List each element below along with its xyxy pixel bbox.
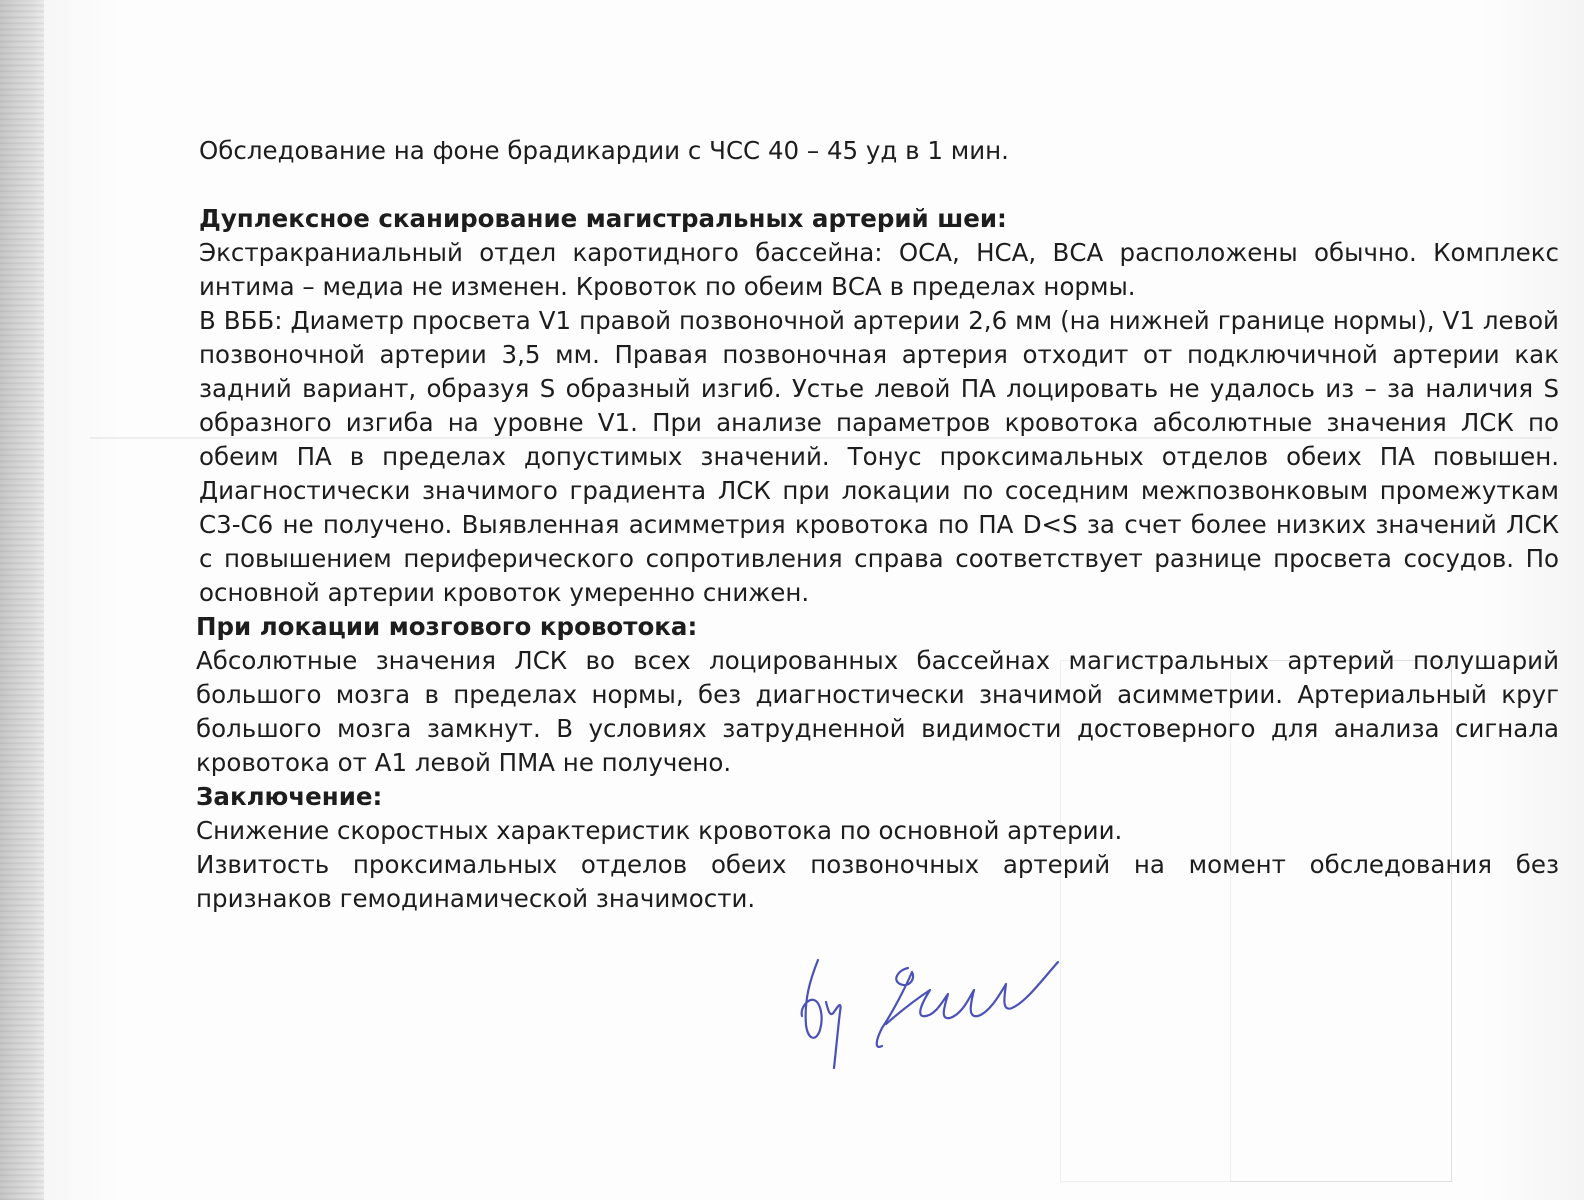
signature-stroke-1: [802, 960, 822, 1038]
cerebral-flow-findings: Абсолютные значения ЛСК во всех лоцированных бассейнах магистральных артерий полушарий большого мозга в пределах нормы, без диагностически значимой асимметрии. Артериальный круг большого мозга замкнут. В условиях затрудненной видимости достоверного для анализа сигнала кровотока от А1 левой ПМА не получено.: [196, 646, 1559, 777]
conclusion-line-2: Извитость проксимальных отделов обеих позвоночных артерий на момент обследования без признаков гемодинамической значимости.: [196, 850, 1559, 913]
ultrasound-report: [196, 134, 1559, 916]
vertebrobasilar-findings: В ВББ: Диаметр просвета V1 правой позвоночной артерии 2,6 мм (на нижней границе нормы), V1 левой позвоночной артерии 3,5 мм. Правая позвоночная артерия отходит от подключичной артерии как задний вариант, образуя S образный изгиб. Устье левой ПА лоцировать не удалось из – за наличия S образного изгиба на уровне V1. При анализе параметров кровотока абсолютные значения ЛСК по обеим ПА в пределах допустимых значений. Тонус проксимальных отделов обеих ПА повышен. Диагностически значимого градиента ЛСК при локации по соседним межпозвонковым промежуткам С3-С6 не получено. Выявленная асимметрия кровотока по ПА D<S за счет более низких значений ЛСК с повышением периферического сопротивления справа соответствует разнице просвета сосудов. По основной артерии кровоток умеренно снижен.: [199, 306, 1559, 607]
conclusion-heading: Заключение:: [196, 782, 383, 811]
signature-stroke-2: [826, 1002, 841, 1068]
section-heading-cerebral-flow: При локации мозгового кровотока:: [196, 612, 698, 641]
section-heading-neck-arteries: Дуплексное сканирование магистральных артерий шеи:: [199, 204, 1007, 233]
scan-left-edge: [0, 0, 44, 1200]
exam-conditions: Обследование на фоне брадикардии с ЧСС 40 – 45 уд в 1 мин.: [199, 136, 1009, 165]
conclusion-line-1: Снижение скоростных характеристик кровотока по основной артерии.: [196, 816, 1123, 845]
extracranial-carotid-findings: Экстракраниальный отдел каротидного бассейна: ОСА, НСА, ВСА расположены обычно. Комплекс интима – медиа не изменен. Кровоток по обеим ВСА в пределах нормы.: [199, 238, 1559, 301]
handwritten-signature: [790, 950, 1090, 1090]
